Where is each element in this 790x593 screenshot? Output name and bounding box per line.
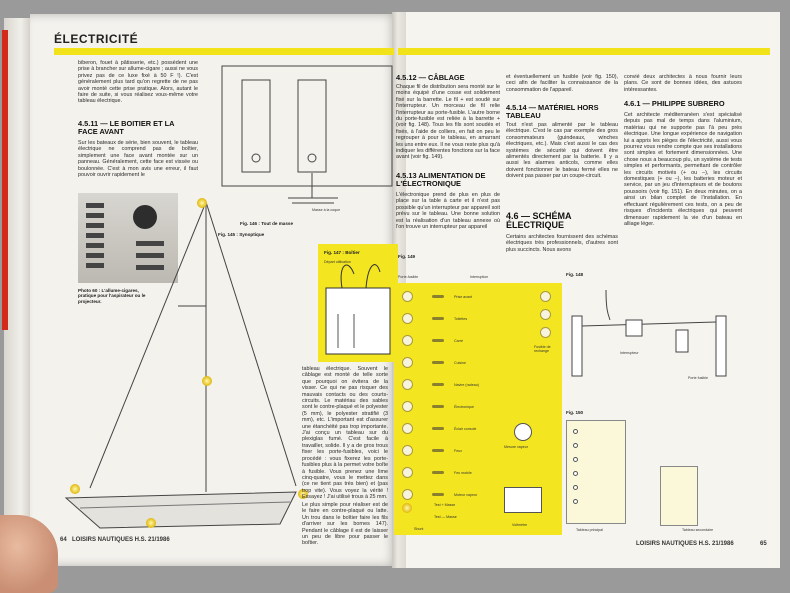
panel-label: Prise avant — [454, 295, 472, 299]
fig-147-sublabel: Départ utilisation — [324, 260, 351, 264]
panel-top-left-label: Porte-fusible — [398, 275, 419, 279]
red-page-strip — [2, 30, 8, 330]
panel-label: Navire (radeau) — [454, 383, 479, 387]
paragraph-4-5-13: L'électronique prend de plus en plus de place sur la table à carte et il n'est pas possible qu'un interrupteur par appareil soit prévu sur le tableau. Une bonne solution est la réalisation d'un tableau annexe où l'on trouve un interrupteur par appareil — [396, 192, 500, 231]
paragraph-4-5-14: Tout n'est pas alimenté par le tableau électrique. C'est le cas par exemple des gros consommateurs (guindeaux, winches électriques, etc.). Mais c'est aussi le cas des systèmes de sécurité qui doivent être alimentés directement par la batterie. Il y a aussi les alarmes anticols, comme elles doivent fonctionner le bateau fermé elles ne doivent pas passer par un coupe-circuit. — [506, 122, 618, 180]
paragraph-col2-top: et éventuellement un fusible (voir fig. 150), ceci afin de faciliter la connaissance de la consommation de l'appareil. — [506, 74, 618, 93]
masse-label: Masse à la coque — [312, 208, 341, 212]
fig-150-secondary-panel — [660, 466, 698, 526]
paragraph-boitier-end: Le plus simple pour réaliser est de le faire en contre-plaqué ou latte. Un trou dans le boîtier faire les fils d'arriver sur les bornes 147). Pendant le câblage il est de laisser un peu de libre pour passer le boîtier. — [302, 502, 388, 547]
test-row-label: Test + Masse — [434, 503, 456, 507]
photo-60-caption: Photo 60 : L'allume-cigares, pratique pour l'aspirateur ou le projecteur. — [78, 288, 146, 304]
heading-4-5-14: 4.5.14 — MATÉRIEL HORS TABLEAU — [506, 103, 599, 120]
gauge-dial — [514, 423, 532, 441]
shunt-label: Shunt — [414, 527, 424, 531]
left-page-number: 64 — [60, 537, 67, 543]
fig-150-caption: Fig. 150 — [566, 410, 584, 415]
paragraph-4-6: Certains architectes fournissent des schémas électriques très professionnels, d'autres sont plus succincts. Nous avons — [506, 234, 618, 253]
deck-light-icon — [146, 518, 156, 528]
panel-label: Feux — [454, 449, 462, 453]
fuse-holder — [402, 335, 413, 346]
fuse-holder — [402, 401, 413, 412]
fuse-holder — [402, 445, 413, 456]
fig-145-caption: Fig. 145 : Synoptique — [218, 232, 265, 237]
panel-label: Éclair console — [454, 427, 477, 431]
yellow-rule-left — [54, 48, 394, 55]
heading-4-5-13: 4.5.13 ALIMENTATION DE L'ÉLECTRONIQUE — [396, 171, 486, 188]
fig-150-label: Tableau secondaire — [682, 528, 714, 532]
spare-fuse-holder — [540, 309, 551, 320]
fig-148-caption: Fig. 148 — [566, 272, 584, 277]
right-page-number: 65 — [760, 541, 767, 547]
panel-label: Moteur vapeur — [454, 493, 478, 497]
fuse-holder — [402, 357, 413, 368]
yellow-rule-right — [398, 48, 770, 55]
heading-4-5-11: 4.5.11 — LE BOITIER ET LA FACE AVANT — [78, 119, 175, 136]
fig-150-label: Tableau principal — [576, 528, 603, 532]
fuse-holder — [402, 291, 413, 302]
section-title: ÉLECTRICITÉ — [54, 32, 139, 46]
fig-147-boitier — [318, 244, 398, 362]
fig-148-wiring-drawing — [566, 280, 746, 380]
paragraph-4-5-12: Chaque fil de distribution sera monté sur le moins équipé d'une cosse est solidement fixé sur la barrette. Le fil + est soudé sur l'interrupteur. Un morceau de fil relie l'interrupteur au porte-fusible. L'autre borne du porte-fusible est reliée à la barrette + (voir fig. 148). Tous les fils sont soudés et fixés, à l'aide de colliers, en fait on peu le regrouper à pour le tableau, en amarrant les uns entre eux. Il ne vous reste plus qu'à indiquer les différentes fonctions sur la face avant (voir fig. 149). — [396, 84, 500, 161]
switch-toggle — [432, 449, 444, 452]
test-row-label: Test — Masse — [434, 515, 457, 519]
intro-paragraph: biberon, fouet à pâtisserie, etc.) possèdent une prise à brancher sur allume-cigare ; aussi ne vous privez pas de ce luxe fixé à 50 F !). C'est généralement plus tard qu'on regrette de ne pas avoir monté cette prise pratique. Alors, autant le faire de suite, si vous réalisez vous-même votre tableau électrique. — [78, 60, 198, 105]
gauge-label: Mesure vapeur — [504, 445, 528, 449]
fig-146-caption: Fig. 146 : Tout de masse — [240, 221, 294, 226]
switch-toggle — [432, 405, 444, 408]
left-footer: LOISIRS NAUTIQUES H.S. 21/1986 — [72, 537, 170, 543]
fig-149-electrical-panel — [394, 283, 562, 535]
switch-toggle — [432, 427, 444, 430]
paragraph-4-5-11: Sur les bateaux de série, bien souvent, le tableau électrique ne comprend pas de boîtier, simplement une face avant montée sur un panneau. Généralement, cette face est vissée ou boulonnée. C'est à mon avis une erreur, il faut pouvoir ouvrir rapidement le — [78, 140, 198, 179]
switch-toggle — [432, 493, 444, 496]
fig-150-main-panel — [566, 420, 626, 524]
panel-label: Électronique — [454, 405, 474, 409]
fig-148-label: Porte fusible — [688, 376, 708, 380]
switch-toggle — [432, 339, 444, 342]
fuse-holder — [402, 489, 413, 500]
stern-light-icon — [70, 484, 80, 494]
panel-label: Feu mobile — [454, 471, 472, 475]
fuse-holder — [402, 313, 413, 324]
fig-147-caption: Fig. 147 : Boîtier — [324, 250, 360, 255]
test-lamp-icon — [402, 503, 412, 513]
switch-toggle — [432, 317, 444, 320]
heading-4-5-12: 4.5.12 — CÂBLAGE — [396, 73, 465, 82]
fuse-holder — [402, 379, 413, 390]
spare-fuse-label: Fusible de rechange — [534, 345, 551, 353]
spare-fuse-holder — [540, 327, 551, 338]
voltmeter-label: Voltmètre — [512, 523, 528, 527]
panel-label: Toilettes — [454, 317, 468, 321]
spare-fuse-holder — [540, 291, 551, 302]
switch-toggle — [432, 361, 444, 364]
paragraph-col3-top: convié deux architectes à nous fournir leurs plans. Ce sont de bonnes idées, des astuces intéressantes. — [624, 74, 742, 93]
page-edges — [4, 18, 32, 558]
paragraph-4-6-1: Cet architecte méditerranéen s'est spécialisé depuis pas mal de temps dans l'aluminium, matériau qui ne supporte pas l'à peu près électrique. Une longue expérience de navigation lui a appris les pièges de l'électricité, aussi vous pourrez vous rendre compte que ses installations sont simples et fortement dimensionnées. Une chose nous a beaucoup plu, un système de tests simples et performants, permettant de contrôler les circuits motivés (+ ou –), les circuits domestiques (+ ou –), les batteries moteur et service, par un jeu d'interrupteurs et de boutons poussoirs (voir fig. 151). En deux minutes, on a ainsi un bilan complet de l'installation. En effectuant régulièrement ces tests, on a peu de risques d'incidents électriques qui peuvent dimensuer rapidement la vie d'un bateau en alliage léger. — [624, 112, 742, 227]
panel-label: Carré — [454, 339, 463, 343]
fuse-holder — [402, 423, 413, 434]
fig-148-label: Interrupteur — [620, 351, 639, 355]
paragraph-boitier-cont: tableau électrique. Souvent le câblage est monté de telle sorte que pourquoi on évitera de la visser. Ce qui ne pas risquer des mauvais contacts ou des courts-circuits. Le matériau des sables sont le contre-plaqué et le polyester (5 mm), le polyester stratifié (3 mm), etc. L'important est d'assurer une étanchéité pas trop importante. J'ai conçu un tableau sur du plexiglas fumé. C'est facile à travailler, solide. Il y a de gros trous fixer les porte-fusibles, voici le procédé : vous fixerez les porte-fusibles plus à la permet votre boîte à fusible. Vous prenez une lime cinq-quatre, vous le mettez dans (ce ne tient pas très bien) et (pas trop vite). Vous voyez la vérité ! Essayez ! J'ai utilisé trous à 25 mm. — [302, 366, 388, 501]
heading-4-6: 4.6 — SCHÉMA ÉLECTRIQUE — [506, 211, 572, 230]
heading-4-6-1: 4.6.1 — PHILIPPE SUBRERO — [624, 99, 725, 108]
fig-145-sailboat-synoptic — [60, 196, 320, 536]
right-footer: LOISIRS NAUTIQUES H.S. 21/1986 — [636, 541, 734, 547]
panel-top-right-label: Interruption — [470, 275, 489, 279]
switch-toggle — [432, 295, 444, 298]
voltmeter — [504, 487, 542, 513]
switch-toggle — [432, 471, 444, 474]
fig-146-wiring-diagram — [210, 58, 396, 218]
steaming-light-icon — [202, 376, 212, 386]
fuse-holder — [402, 467, 413, 478]
panel-label: Cuisine — [454, 361, 466, 365]
fig-149-caption: Fig. 149 — [398, 254, 416, 259]
switch-toggle — [432, 383, 444, 386]
masthead-light-icon — [197, 198, 207, 208]
